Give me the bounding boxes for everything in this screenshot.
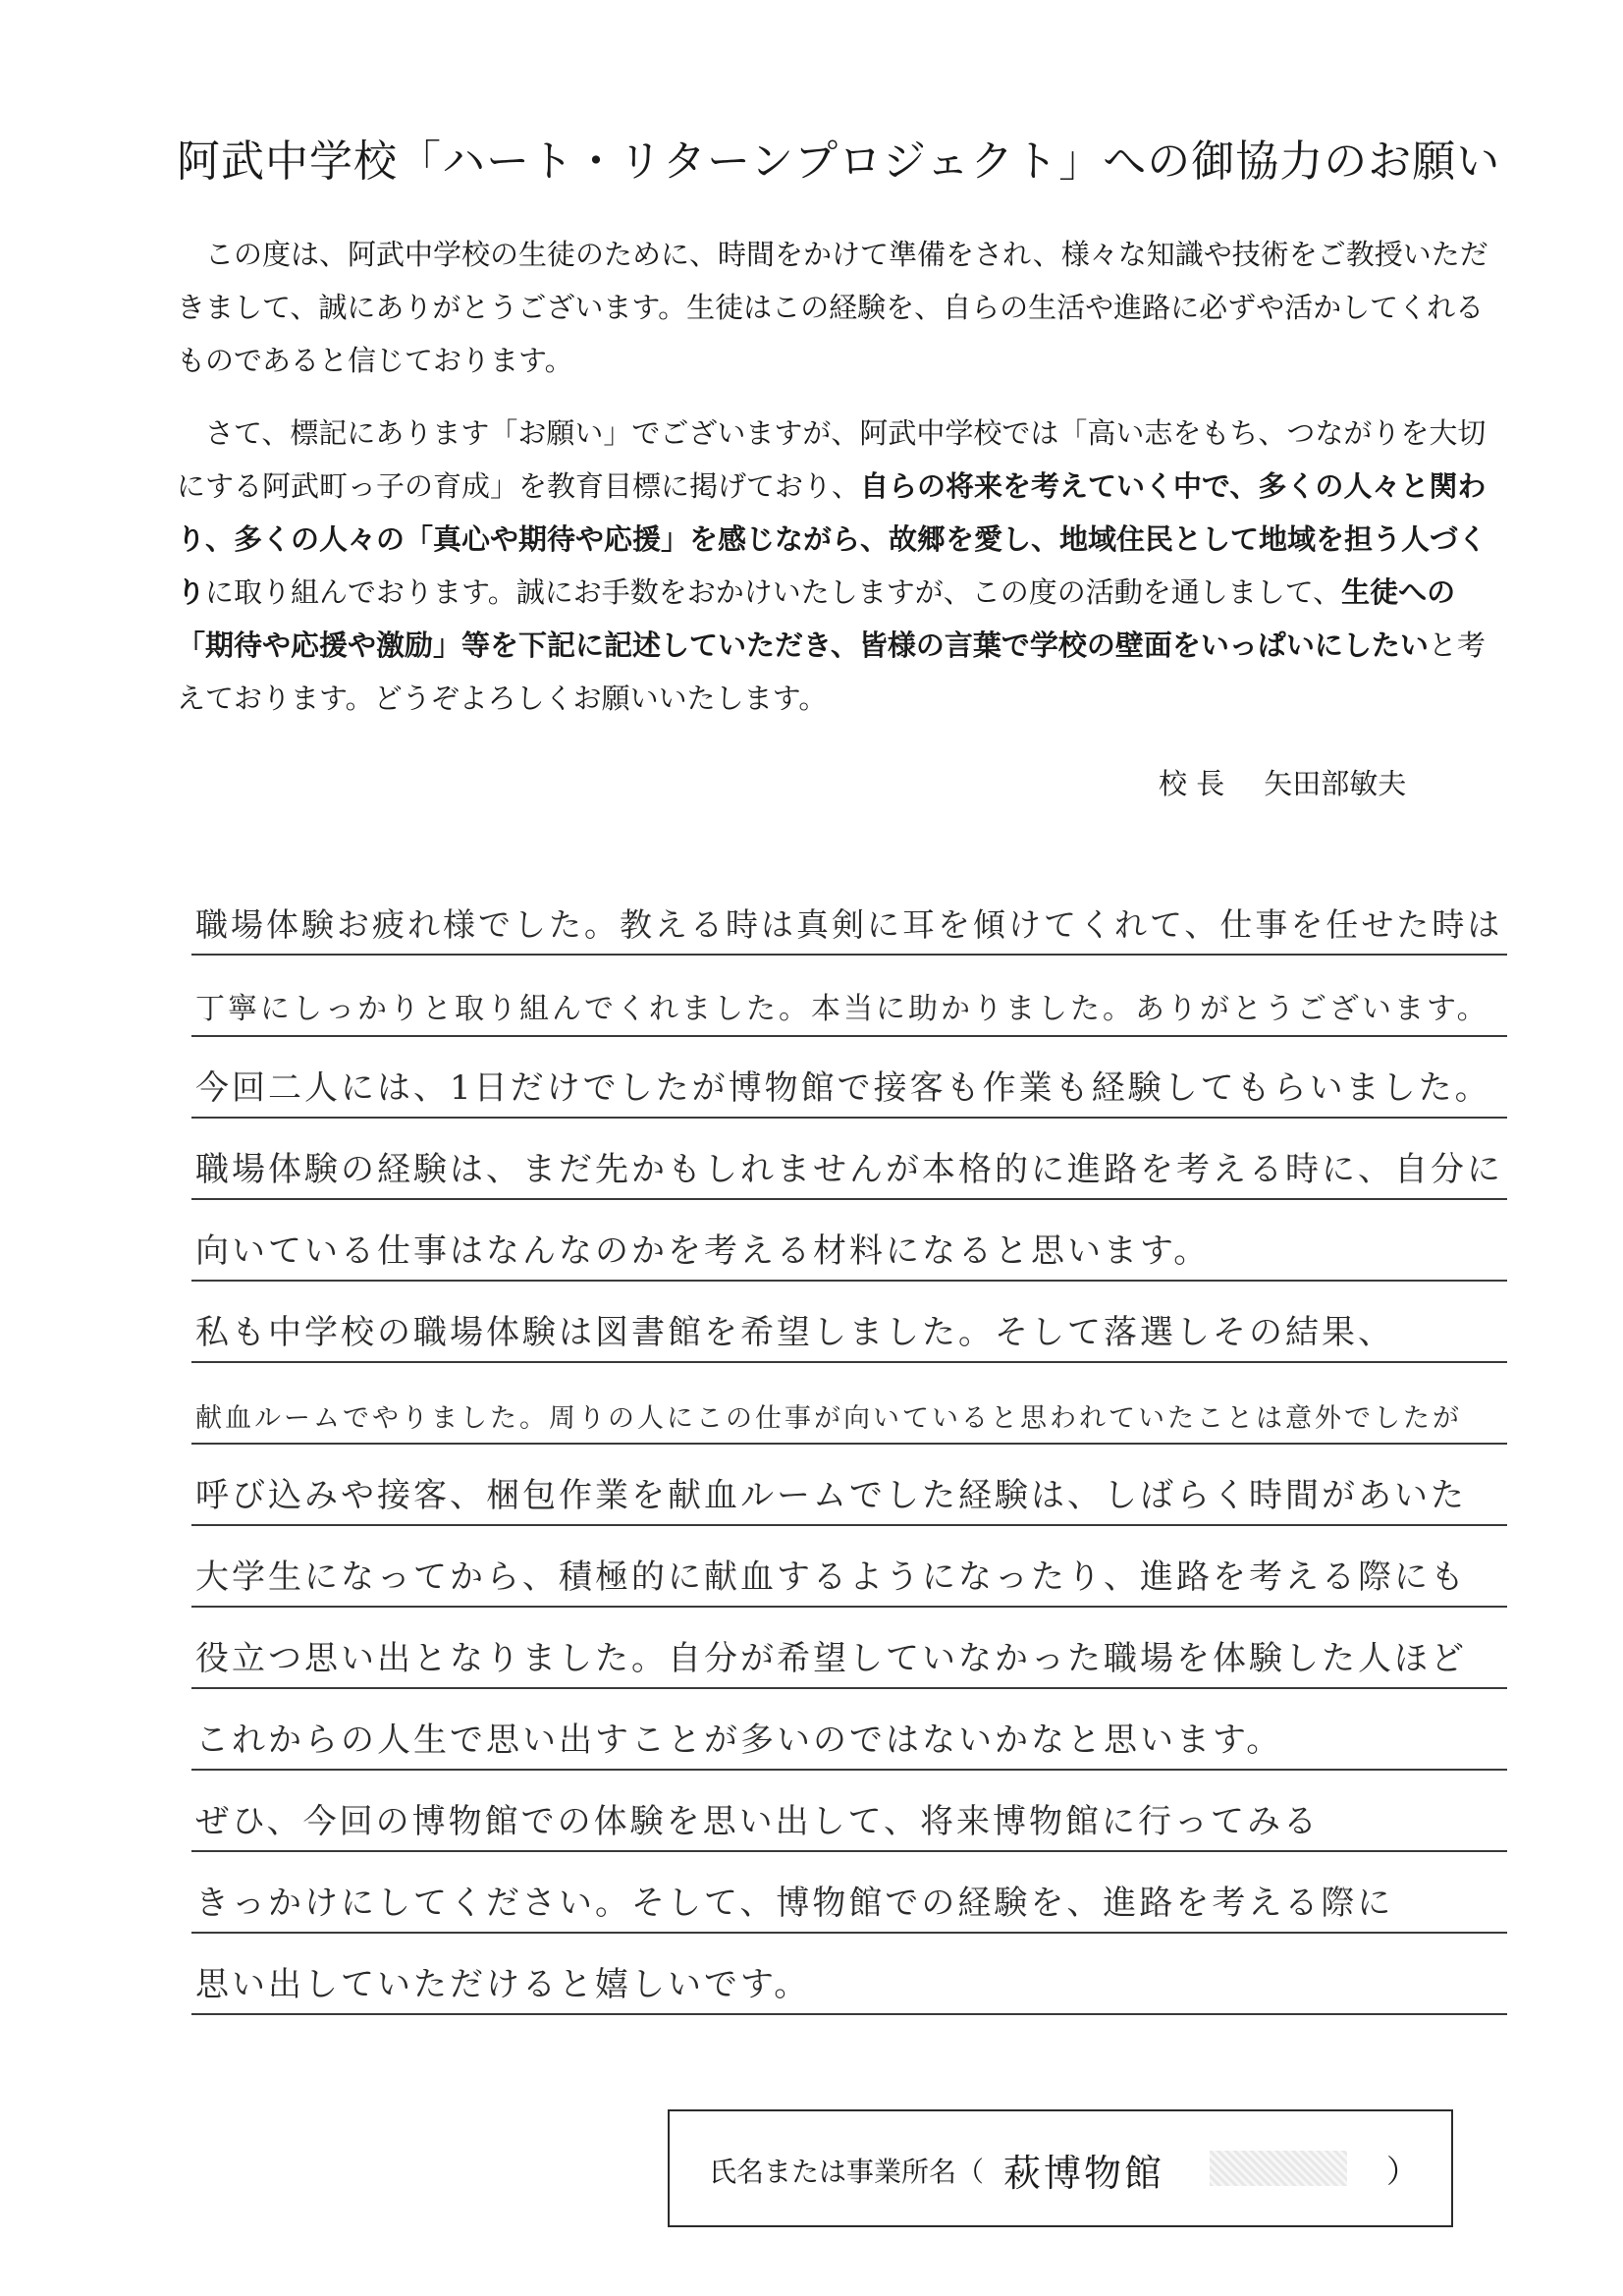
message-lines xyxy=(191,874,1507,2015)
principal-role: 校 長 xyxy=(1159,767,1225,800)
message-line-text: 向いている仕事はなんなのかを考える材料になると思います。 xyxy=(195,1231,1211,1271)
message-line xyxy=(191,1445,1507,1526)
message-line xyxy=(191,1119,1507,1200)
message-line xyxy=(191,1200,1507,1282)
message-line xyxy=(191,1771,1507,1852)
message-line-text: 献血ルームでやりました。周りの人にこの仕事が向いていると思われていたことは意外でしたが xyxy=(195,1403,1462,1434)
redacted-area xyxy=(1210,2151,1347,2186)
principal-signature xyxy=(1159,762,1445,802)
page-title: 阿武中学校「ハート・リターンプロジェクト」への御協力のお願い xyxy=(177,137,1501,187)
intro-p2-part-a: さて、標記にあります「お願い」でございますが、阿武中学校では「高い志をもち、つながりを大切にする阿武町っ子の育成」を教育目標に掲げており、 xyxy=(177,416,1487,503)
message-line xyxy=(191,1608,1507,1689)
message-line-text: これからの人生で思い出すことが多いのではないかなと思います。 xyxy=(195,1721,1283,1760)
intro-p2-bold-1: 自らの将来を考えていく中で、多くの人々と関わり、多くの人々の「真心や期待や応援」を感じながら、故郷を愛し、地域住民として地域を担う人づくり xyxy=(177,469,1488,609)
message-line xyxy=(191,874,1507,956)
message-line-text: 私も中学校の職場体験は図書館を希望しました。そして落選しその結果、 xyxy=(195,1313,1394,1352)
name-field-label: 氏名または事業所名（ xyxy=(709,2156,985,2188)
name-field-value: 萩博物館 xyxy=(1003,2152,1165,2195)
message-line-text: 丁寧にしっかりと取り組んでくれました。本当に助かりました。ありがとうございます。 xyxy=(195,992,1489,1026)
message-line xyxy=(191,1282,1507,1363)
message-line-text: 職場体験お疲れ様でした。教える時は真剣に耳を傾けてくれて、仕事を任せた時は xyxy=(195,905,1503,944)
message-line xyxy=(191,1037,1507,1119)
message-line xyxy=(191,1363,1507,1445)
message-line xyxy=(191,1526,1507,1608)
message-line-text: 役立つ思い出となりました。自分が希望していなかった職場を体験した人ほど xyxy=(195,1639,1467,1678)
message-line xyxy=(191,956,1507,1037)
message-line-text: きっかけにしてください。そして、博物館での経験を、進路を考える際に xyxy=(195,1884,1394,1923)
name-field-box[interactable] xyxy=(668,2109,1453,2227)
intro-p2-part-e: と考えております。どうぞよろしくお願いいたします。 xyxy=(177,629,1486,715)
message-line-text: 大学生になってから、積極的に献血するようになったり、進路を考える際にも xyxy=(195,1558,1467,1597)
intro-text xyxy=(177,228,1492,744)
message-line xyxy=(191,1852,1507,1934)
message-line-text: 職場体験の経験は、まだ先かもしれませんが本格的に進路を考える時に、自分に xyxy=(195,1150,1503,1189)
principal-name: 矢田部敏夫 xyxy=(1264,767,1407,800)
name-field-close-paren: ） xyxy=(1386,2153,1419,2190)
message-line xyxy=(191,1689,1507,1771)
intro-p2-bold-2: 生徒への「期待や応援や激励」等を下記に記述していただき、皆様の言葉で学校の壁面をいっぱいにしたい xyxy=(177,575,1456,662)
message-line xyxy=(191,1934,1507,2015)
message-line-text: 思い出していただけると嬉しいです。 xyxy=(195,1965,811,2004)
message-line-text: 今回二人には、1日だけでしたが博物館で接客も作業も経験してもらいました。 xyxy=(195,1068,1491,1108)
message-line-text: 呼び込みや接客、梱包作業を献血ルームでした経験は、しばらく時間があいた xyxy=(195,1476,1467,1515)
message-line-text: ぜひ、今回の博物館での体験を思い出して、将来博物館に行ってみる xyxy=(195,1802,1320,1841)
intro-p2-part-c: に取り組んでおります。誠にお手数をおかけいたしますが、この度の活動を通しまして、 xyxy=(205,575,1342,609)
intro-paragraph-1: この度は、阿武中学校の生徒のために、時間をかけて準備をされ、様々な知識や技術をご教授いただきまして、誠にありがとうございます。生徒はこの経験を、自らの生活や進路に必ずや活かしてくれるものであると信じております。 xyxy=(177,238,1488,377)
intro-paragraph-2 xyxy=(177,407,1492,725)
